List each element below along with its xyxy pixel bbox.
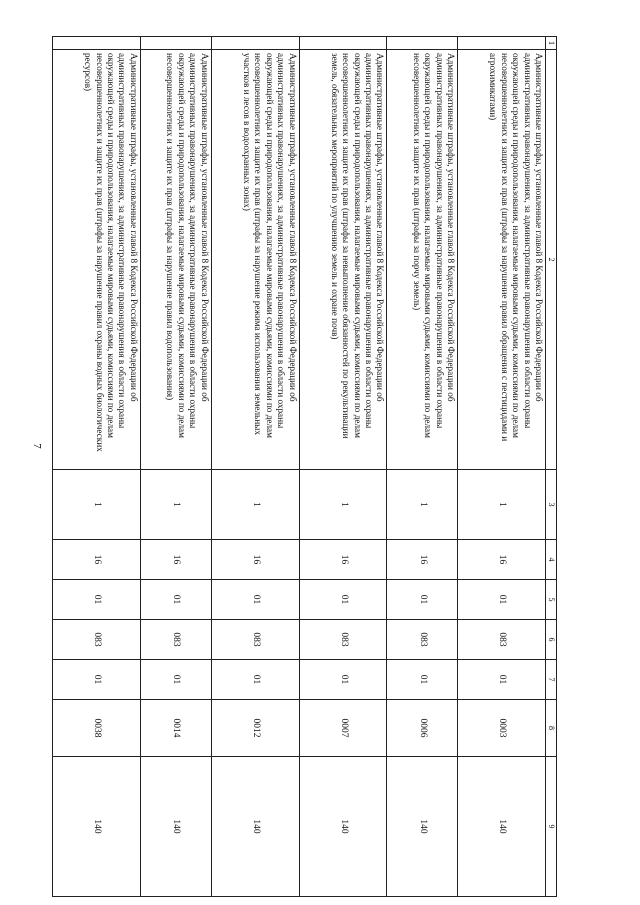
- row-description: Административные штрафы, установленные главой 8 Кодекса Российской Федерации об административных правонарушениях, за административные правонарушения в области охраны окружающей среды и природопользования, налагаемые мировыми судьями, комиссиями по делам несовершеннолетних и защите их прав (штрафы за нарушение правил водопользования): [140, 50, 211, 470]
- row-code-6: 083: [299, 620, 387, 660]
- row-code-4: 16: [211, 540, 299, 580]
- column-number-row: [546, 37, 557, 897]
- column-header-9: 9: [546, 757, 557, 897]
- row-code-3: 1: [458, 470, 546, 540]
- row-code-8: 0003: [458, 700, 546, 757]
- row-code-3: 1: [53, 470, 141, 540]
- row-code-8: 0038: [53, 700, 141, 757]
- column-header-7: 7: [546, 660, 557, 700]
- column-header-3: 3: [546, 470, 557, 540]
- row-code-5: 01: [458, 580, 546, 620]
- row-code-5: 01: [140, 580, 211, 620]
- row-code-5: 01: [299, 580, 387, 620]
- column-header-6: 6: [546, 620, 557, 660]
- row-code-4: 16: [140, 540, 211, 580]
- row-code-5: 01: [387, 580, 458, 620]
- column-header-4: 4: [546, 540, 557, 580]
- row-description: Административные штрафы, установленные главой 8 Кодекса Российской Федерации об административных правонарушениях, за административные правонарушения в области охраны окружающей среды и природопользования, налагаемые мировыми судьями, комиссиями по делам несовершеннолетних и защите их прав (штрафы за невыполнение обязанностей по рекультивации земель, обязательных мероприятий по улучшению земель и охране почв): [299, 50, 387, 470]
- row-code-9: 140: [211, 757, 299, 897]
- row-code-5: 01: [211, 580, 299, 620]
- row-code-7: 01: [211, 660, 299, 700]
- row-cell-col1: [53, 37, 141, 50]
- row-description: Административные штрафы, установленные главой 8 Кодекса Российской Федерации об административных правонарушениях, за административные правонарушения в области охраны окружающей среды и природопользования, налагаемые мировыми судьями, комиссиями по делам несовершеннолетних и защите их прав (штрафы за нарушение правил обращения с пестицидами и агрохимикатами): [458, 50, 546, 470]
- row-code-3: 1: [299, 470, 387, 540]
- budget-code-table: [52, 36, 557, 897]
- row-code-9: 140: [53, 757, 141, 897]
- row-code-7: 01: [458, 660, 546, 700]
- table-row: [387, 37, 458, 897]
- row-code-7: 01: [387, 660, 458, 700]
- row-code-7: 01: [299, 660, 387, 700]
- column-header-1: 1: [546, 37, 557, 50]
- row-cell-col1: [211, 37, 299, 50]
- row-code-4: 16: [387, 540, 458, 580]
- page-number: 7: [31, 443, 43, 449]
- row-code-6: 083: [458, 620, 546, 660]
- row-code-6: 083: [53, 620, 141, 660]
- rotated-table-wrapper: [52, 36, 557, 896]
- table-row: [211, 37, 299, 897]
- row-code-7: 01: [53, 660, 141, 700]
- row-code-6: 083: [211, 620, 299, 660]
- column-header-8: 8: [546, 700, 557, 757]
- row-code-9: 140: [299, 757, 387, 897]
- table-row: [458, 37, 546, 897]
- row-code-5: 01: [53, 580, 141, 620]
- row-code-8: 0007: [299, 700, 387, 757]
- row-code-8: 0006: [387, 700, 458, 757]
- table-row: [53, 37, 141, 897]
- column-header-5: 5: [546, 580, 557, 620]
- row-cell-col1: [387, 37, 458, 50]
- row-code-8: 0014: [140, 700, 211, 757]
- row-code-9: 140: [140, 757, 211, 897]
- row-code-3: 1: [140, 470, 211, 540]
- row-code-4: 16: [458, 540, 546, 580]
- row-cell-col1: [299, 37, 387, 50]
- row-code-7: 01: [140, 660, 211, 700]
- row-code-6: 083: [140, 620, 211, 660]
- row-code-4: 16: [53, 540, 141, 580]
- row-description: Административные штрафы, установленные главой 8 Кодекса Российской Федерации об административных правонарушениях, за административные правонарушения в области охраны окружающей среды и природопользования, налагаемые мировыми судьями, комиссиями по делам несовершеннолетних и защите их прав (штрафы за нарушение режима использования земельных участков и лесов в водоохранных зонах): [211, 50, 299, 470]
- column-header-2: 2: [546, 50, 557, 470]
- row-code-9: 140: [387, 757, 458, 897]
- row-description: Административные штрафы, установленные главой 8 Кодекса Российской Федерации об административных правонарушениях, за административные правонарушения в области охраны окружающей среды и природопользования, налагаемые мировыми судьями, комиссиями по делам несовершеннолетних и защите их прав (штрафы за порчу земель): [387, 50, 458, 470]
- row-code-3: 1: [211, 470, 299, 540]
- row-code-4: 16: [299, 540, 387, 580]
- row-code-9: 140: [458, 757, 546, 897]
- row-description: Административные штрафы, установленные главой 8 Кодекса Российской Федерации об административных правонарушениях, за административные правонарушения в области охраны окружающей среды и природопользования, налагаемые мировыми судьями, комиссиями по делам несовершеннолетних и защите их прав (штрафы за нарушение правил охраны водных биологических ресурсов): [53, 50, 141, 470]
- row-code-6: 083: [387, 620, 458, 660]
- table-row: [299, 37, 387, 897]
- row-cell-col1: [140, 37, 211, 50]
- row-code-8: 0012: [211, 700, 299, 757]
- table-row: [140, 37, 211, 897]
- row-cell-col1: [458, 37, 546, 50]
- row-code-3: 1: [387, 470, 458, 540]
